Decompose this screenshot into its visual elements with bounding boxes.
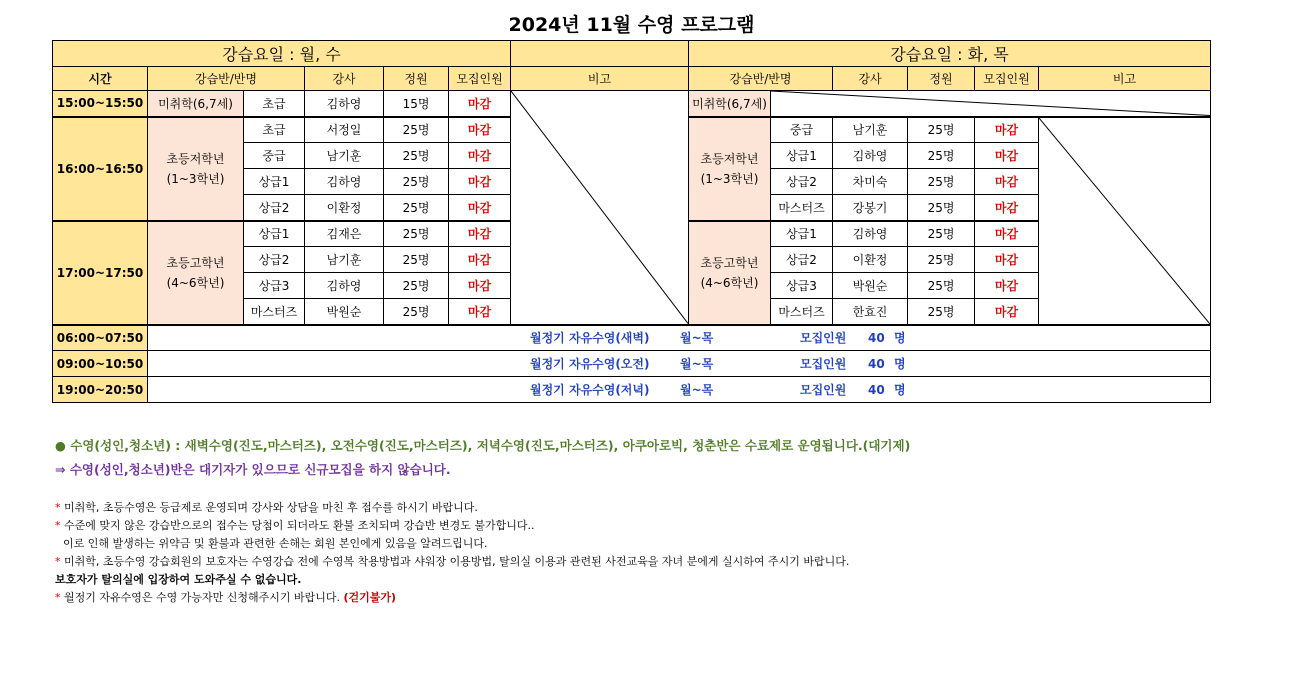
level-cell: 중급 xyxy=(244,143,305,169)
level-cell: 초급 xyxy=(244,117,305,143)
teacher-cell: 김하영 xyxy=(305,169,384,195)
right-preschool-empty xyxy=(771,91,1211,117)
status-cell: 마감 xyxy=(975,143,1039,169)
level-cell: 상급3 xyxy=(244,273,305,299)
free-swim-name: 월정기 자유수영(오전) xyxy=(530,357,650,371)
capacity-cell: 25명 xyxy=(384,117,449,143)
status-cell: 마감 xyxy=(449,169,511,195)
capacity-cell: 25명 xyxy=(908,299,975,325)
adult-notice: ● 수영(성인,청소년) : 새벽수영(진도,마스터즈), 오전수영(진도,마스터즈), 저녁수영(진도,마스터즈), 아쿠아로빅, 청춘반은 수료제로 운영됩니다.(대기제) xyxy=(55,438,911,453)
right-days-header: 강습요일 : 화, 목 xyxy=(689,41,1211,67)
status-cell: 마감 xyxy=(975,221,1039,247)
free-swim-name: 월정기 자유수영(저녁) xyxy=(530,383,650,397)
col-class-right: 강습반/반명 xyxy=(689,67,833,91)
status-cell: 마감 xyxy=(449,247,511,273)
capacity-cell: 25명 xyxy=(908,195,975,221)
free-swim-row xyxy=(148,351,1211,377)
teacher-cell: 김하영 xyxy=(305,91,384,117)
level-cell: 상급3 xyxy=(771,273,833,299)
level-cell: 마스터즈 xyxy=(771,299,833,325)
level-cell: 상급2 xyxy=(771,169,833,195)
time-cell: 19:00~20:50 xyxy=(53,377,148,403)
status-cell: 마감 xyxy=(449,299,511,325)
level-cell: 상급2 xyxy=(244,195,305,221)
free-swim-days: 월~목 xyxy=(680,383,714,397)
free-swim-count: 40 xyxy=(868,383,885,397)
status-cell: 마감 xyxy=(975,117,1039,143)
group-lower-right: 초등저학년 (1~3학년) xyxy=(689,117,771,221)
teacher-cell: 서정일 xyxy=(305,117,384,143)
page-title: 2024년 11월 수영 프로그램 xyxy=(508,14,755,36)
schedule-table xyxy=(52,40,1211,403)
capacity-cell: 25명 xyxy=(908,221,975,247)
time-cell: 09:00~10:50 xyxy=(53,351,148,377)
status-cell: 마감 xyxy=(975,195,1039,221)
free-swim-days: 월~목 xyxy=(680,357,714,371)
col-note-right: 비고 xyxy=(1039,67,1211,91)
teacher-cell: 이환정 xyxy=(305,195,384,221)
capacity-cell: 25명 xyxy=(908,247,975,273)
level-cell: 상급2 xyxy=(244,247,305,273)
status-cell: 마감 xyxy=(449,91,511,117)
col-teacher-right: 강사 xyxy=(833,67,908,91)
note-line: 보호자가 탈의실에 입장하여 도와주실 수 없습니다. xyxy=(55,573,302,586)
note-line: * 미취학, 초등수영 강습회원의 보호자는 수영강습 전에 수영복 착용방법과 샤워장 이용방법, 탈의실 이용과 관련된 사전교육을 자녀 분에게 실시하여 주시기 바랍니다. xyxy=(55,555,850,568)
level-cell: 상급1 xyxy=(771,221,833,247)
walk-not-allowed: (걷기불가) xyxy=(343,591,397,604)
col-time: 시간 xyxy=(53,67,148,91)
fine-print xyxy=(55,499,849,607)
diagonal-line xyxy=(771,91,1210,116)
free-swim-unit: 명 xyxy=(894,383,906,397)
free-swim-unit: 명 xyxy=(894,357,906,371)
free-swim-days: 월~목 xyxy=(680,331,714,346)
capacity-cell: 25명 xyxy=(908,143,975,169)
capacity-cell: 25명 xyxy=(384,273,449,299)
teacher-cell: 이환정 xyxy=(833,247,908,273)
capacity-cell: 25명 xyxy=(908,273,975,299)
diagonal-line xyxy=(511,91,688,324)
capacity-cell: 25명 xyxy=(384,221,449,247)
col-recruit-right: 모집인원 xyxy=(975,67,1039,91)
group-upper: 초등고학년 (4~6학년) xyxy=(148,221,244,325)
note-line: * 월정기 자유수영은 수영 가능자만 신청해주시기 바랍니다. (걷기불가) xyxy=(55,591,397,604)
time-cell: 15:00~15:50 xyxy=(53,91,148,117)
capacity-cell: 25명 xyxy=(384,299,449,325)
teacher-cell: 남기훈 xyxy=(833,117,908,143)
note-line: * 미취학, 초등수영은 등급제로 운영되며 강사와 상담을 마친 후 접수를 하시기 바랍니다. xyxy=(55,501,478,514)
group-preschool-right: 미취학(6,7세) xyxy=(689,91,771,117)
capacity-cell: 25명 xyxy=(908,117,975,143)
free-swim-name: 월정기 자유수영(새벽) xyxy=(530,331,650,346)
level-cell: 마스터즈 xyxy=(771,195,833,221)
teacher-cell: 김하영 xyxy=(305,273,384,299)
teacher-cell: 남기훈 xyxy=(305,143,384,169)
left-note-cell xyxy=(511,91,689,325)
waitlist-notice: ⇒ 수영(성인,청소년)반은 대기자가 있으므로 신규모집을 하지 않습니다. xyxy=(55,462,451,477)
time-cell: 06:00~07:50 xyxy=(53,325,148,351)
free-swim-count: 40 xyxy=(868,331,885,346)
free-swim-label: 모집인원 xyxy=(800,331,847,346)
col-teacher: 강사 xyxy=(305,67,384,91)
status-cell: 마감 xyxy=(975,247,1039,273)
status-cell: 마감 xyxy=(449,117,511,143)
status-cell: 마감 xyxy=(449,273,511,299)
capacity-cell: 25명 xyxy=(384,169,449,195)
status-cell: 마감 xyxy=(449,143,511,169)
teacher-cell: 남기훈 xyxy=(305,247,384,273)
capacity-cell: 25명 xyxy=(384,247,449,273)
free-swim-row xyxy=(148,377,1211,403)
group-upper-right: 초등고학년 (4~6학년) xyxy=(689,221,771,325)
level-cell: 중급 xyxy=(771,117,833,143)
note-line: 이로 인해 발생하는 위약금 및 환불과 관련한 손해는 회원 본인에게 있음을 알려드립니다. xyxy=(63,537,488,550)
teacher-cell: 한효진 xyxy=(833,299,908,325)
note-line: * 수준에 맞지 않은 강습반으로의 접수는 당첨이 되더라도 환불 조치되며 강습반 변경도 불가합니다.. xyxy=(55,519,535,532)
col-capacity-right: 정원 xyxy=(908,67,975,91)
capacity-cell: 25명 xyxy=(384,143,449,169)
level-cell: 초급 xyxy=(244,91,305,117)
col-class: 강습반/반명 xyxy=(148,67,305,91)
teacher-cell: 김하영 xyxy=(833,143,908,169)
col-recruit: 모집인원 xyxy=(449,67,511,91)
status-cell: 마감 xyxy=(975,299,1039,325)
group-lower: 초등저학년 (1~3학년) xyxy=(148,117,244,221)
teacher-cell: 강봉기 xyxy=(833,195,908,221)
status-cell: 마감 xyxy=(975,273,1039,299)
teacher-cell: 김하영 xyxy=(833,221,908,247)
group-preschool: 미취학(6,7세) xyxy=(148,91,244,117)
free-swim-unit: 명 xyxy=(894,331,906,346)
time-cell: 16:00~16:50 xyxy=(53,117,148,221)
level-cell: 상급1 xyxy=(244,169,305,195)
capacity-cell: 25명 xyxy=(908,169,975,195)
level-cell: 상급1 xyxy=(771,143,833,169)
teacher-cell: 차미숙 xyxy=(833,169,908,195)
teacher-cell: 박원순 xyxy=(305,299,384,325)
level-cell: 마스터즈 xyxy=(244,299,305,325)
left-days-header: 강습요일 : 월, 수 xyxy=(53,41,511,67)
level-cell: 상급2 xyxy=(771,247,833,273)
status-cell: 마감 xyxy=(449,221,511,247)
free-swim-label: 모집인원 xyxy=(800,357,847,371)
status-cell: 마감 xyxy=(449,195,511,221)
level-cell: 상급1 xyxy=(244,221,305,247)
diagonal-line xyxy=(1039,118,1210,324)
status-cell: 마감 xyxy=(975,169,1039,195)
col-note: 비고 xyxy=(511,67,689,91)
free-swim-row xyxy=(148,325,1211,351)
free-swim-count: 40 xyxy=(868,357,885,371)
teacher-cell: 박원순 xyxy=(833,273,908,299)
capacity-cell: 15명 xyxy=(384,91,449,117)
col-capacity: 정원 xyxy=(384,67,449,91)
teacher-cell: 김재은 xyxy=(305,221,384,247)
free-swim-label: 모집인원 xyxy=(800,383,847,397)
header-blank xyxy=(511,41,689,67)
time-cell: 17:00~17:50 xyxy=(53,221,148,325)
right-note-cell xyxy=(1039,117,1211,325)
capacity-cell: 25명 xyxy=(384,195,449,221)
